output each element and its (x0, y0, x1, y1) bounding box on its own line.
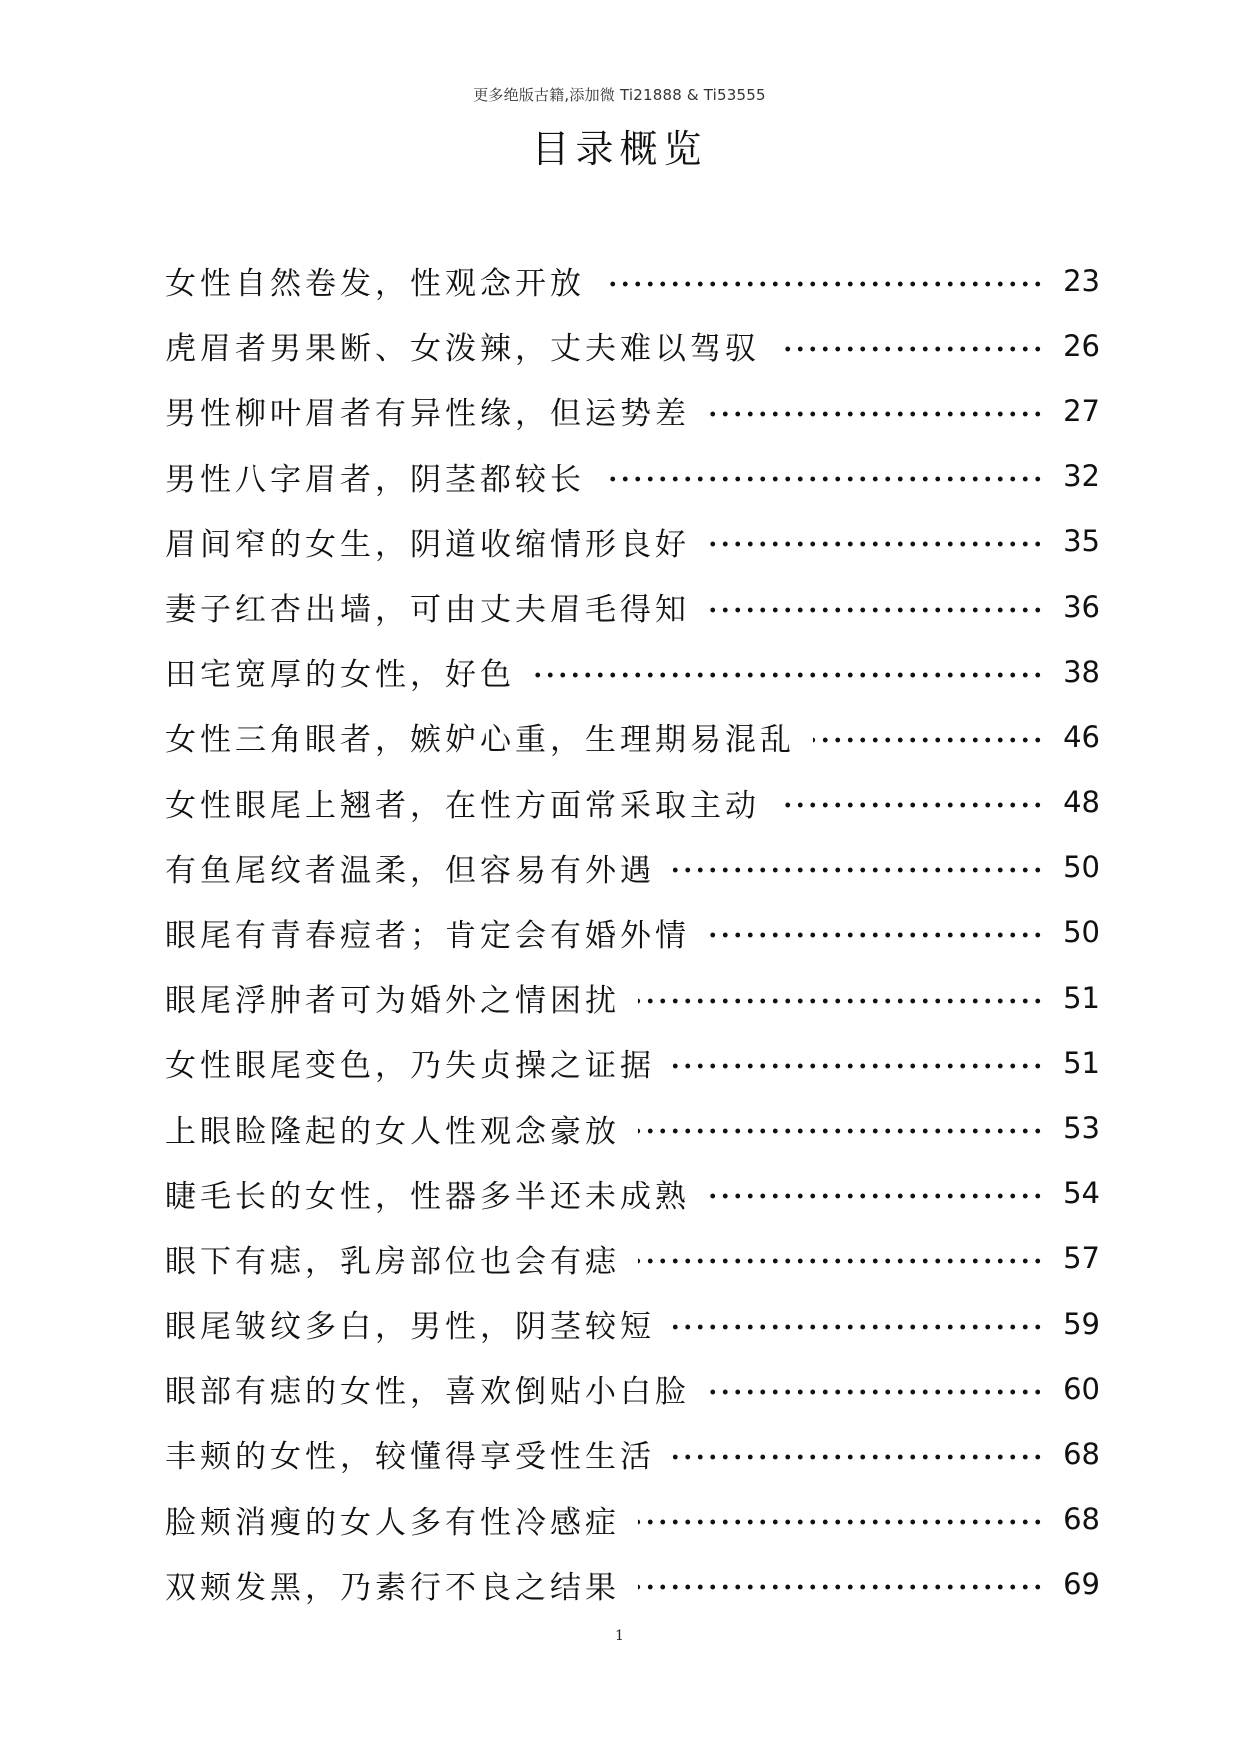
dot-leader (813, 737, 1044, 743)
toc-entry[interactable] (165, 1291, 1100, 1356)
toc-entry[interactable] (165, 313, 1100, 378)
toc-entry-title: 双颊发黑，乃素行不良之结果 (165, 1569, 620, 1606)
toc-entry-page-number: 51 (1063, 980, 1100, 1015)
header-note: 更多绝版古籍,添加微 Ti21888 & Ti53555 (473, 86, 766, 104)
toc-entry-page-number: 27 (1063, 393, 1100, 428)
dot-leader (638, 1519, 1044, 1525)
dot-leader (708, 411, 1044, 417)
table-of-contents (165, 248, 1100, 1617)
toc-entry-page-number: 68 (1063, 1502, 1100, 1537)
toc-entry-title: 脸颊消瘦的女人多有性冷感症 (165, 1504, 620, 1541)
toc-entry-page-number: 48 (1063, 785, 1100, 820)
toc-entry[interactable] (165, 1226, 1100, 1291)
toc-entry-title: 眉间窄的女生，阴道收缩情形良好 (165, 526, 690, 563)
toc-entry[interactable] (165, 704, 1100, 769)
toc-entry-page-number: 69 (1063, 1567, 1100, 1602)
dot-leader (708, 541, 1044, 547)
toc-entry-title: 眼尾皱纹多白，男性，阴茎较短 (165, 1309, 655, 1346)
toc-entry-page-number: 38 (1063, 654, 1100, 689)
toc-entry[interactable] (165, 509, 1100, 574)
toc-entry-title: 眼部有痣的女性，喜欢倒贴小白脸 (165, 1374, 690, 1411)
toc-entry-title: 虎眉者男果断、女泼辣，丈夫难以驾驭 (165, 331, 760, 368)
dot-leader (603, 476, 1044, 482)
toc-entry-page-number: 50 (1063, 915, 1100, 950)
toc-entry-page-number: 50 (1063, 850, 1100, 885)
dot-leader (708, 932, 1044, 938)
toc-entry-page-number: 57 (1063, 1241, 1100, 1276)
toc-entry-page-number: 23 (1063, 263, 1100, 298)
toc-entry-title: 眼尾有青春痘者；肯定会有婚外情 (165, 917, 690, 954)
toc-entry[interactable] (165, 1356, 1100, 1421)
toc-entry-title: 女性眼尾变色，乃失贞操之证据 (165, 1048, 655, 1085)
toc-entry-title: 男性八字眉者，阴茎都较长 (165, 461, 585, 498)
dot-leader (708, 607, 1044, 613)
dot-leader (638, 1128, 1044, 1134)
dot-leader (708, 1389, 1044, 1395)
dot-leader (778, 802, 1044, 808)
toc-entry-page-number: 32 (1063, 459, 1100, 494)
toc-entry-title: 丰颊的女性，较懂得享受性生活 (165, 1439, 655, 1476)
dot-leader (603, 281, 1044, 287)
toc-entry-title: 女性眼尾上翘者，在性方面常采取主动 (165, 787, 760, 824)
toc-entry-title: 眼下有痣，乳房部位也会有痣 (165, 1243, 620, 1280)
toc-entry[interactable] (165, 1421, 1100, 1486)
page-title: 目录概览 (531, 127, 708, 171)
toc-entry[interactable] (165, 248, 1100, 313)
toc-entry-title: 上眼睑隆起的女人性观念豪放 (165, 1113, 620, 1150)
dot-leader (533, 672, 1044, 678)
toc-entry-page-number: 46 (1063, 719, 1100, 754)
dot-leader (638, 1258, 1044, 1264)
toc-entry-title: 有鱼尾纹者温柔，但容易有外遇 (165, 852, 655, 889)
toc-entry[interactable] (165, 1095, 1100, 1160)
toc-entry-page-number: 68 (1063, 1436, 1100, 1471)
toc-entry-title: 妻子红杏出墙，可由丈夫眉毛得知 (165, 592, 690, 629)
dot-leader (673, 1324, 1044, 1330)
toc-entry[interactable] (165, 900, 1100, 965)
toc-entry[interactable] (165, 1487, 1100, 1552)
toc-entry[interactable] (165, 378, 1100, 443)
page-number: 1 (615, 1628, 624, 1644)
toc-entry-title: 睫毛长的女性，性器多半还未成熟 (165, 1178, 690, 1215)
toc-entry-page-number: 51 (1063, 1045, 1100, 1080)
toc-entry[interactable] (165, 1030, 1100, 1095)
dot-leader (673, 1454, 1044, 1460)
dot-leader (708, 1193, 1044, 1199)
toc-entry-page-number: 60 (1063, 1371, 1100, 1406)
dot-leader (778, 346, 1044, 352)
toc-entry[interactable] (165, 835, 1100, 900)
toc-entry-page-number: 59 (1063, 1306, 1100, 1341)
toc-entry[interactable] (165, 574, 1100, 639)
toc-entry[interactable] (165, 965, 1100, 1030)
toc-entry[interactable] (165, 444, 1100, 509)
dot-leader (638, 998, 1044, 1004)
toc-entry-title: 田宅宽厚的女性，好色 (165, 657, 515, 694)
toc-entry-title: 女性自然卷发，性观念开放 (165, 266, 585, 303)
toc-entry-title: 眼尾浮肿者可为婚外之情困扰 (165, 983, 620, 1020)
dot-leader (638, 1584, 1044, 1590)
dot-leader (673, 1063, 1044, 1069)
toc-entry-title: 女性三角眼者，嫉妒心重，生理期易混乱 (165, 722, 795, 759)
toc-entry[interactable] (165, 1552, 1100, 1617)
toc-entry-title: 男性柳叶眉者有异性缘，但运势差 (165, 396, 690, 433)
toc-entry-page-number: 54 (1063, 1176, 1100, 1211)
dot-leader (673, 867, 1044, 873)
toc-entry-page-number: 26 (1063, 328, 1100, 363)
toc-entry-page-number: 36 (1063, 589, 1100, 624)
toc-entry[interactable] (165, 1161, 1100, 1226)
toc-entry-page-number: 35 (1063, 524, 1100, 559)
toc-entry[interactable] (165, 639, 1100, 704)
toc-entry[interactable] (165, 770, 1100, 835)
toc-entry-page-number: 53 (1063, 1111, 1100, 1146)
